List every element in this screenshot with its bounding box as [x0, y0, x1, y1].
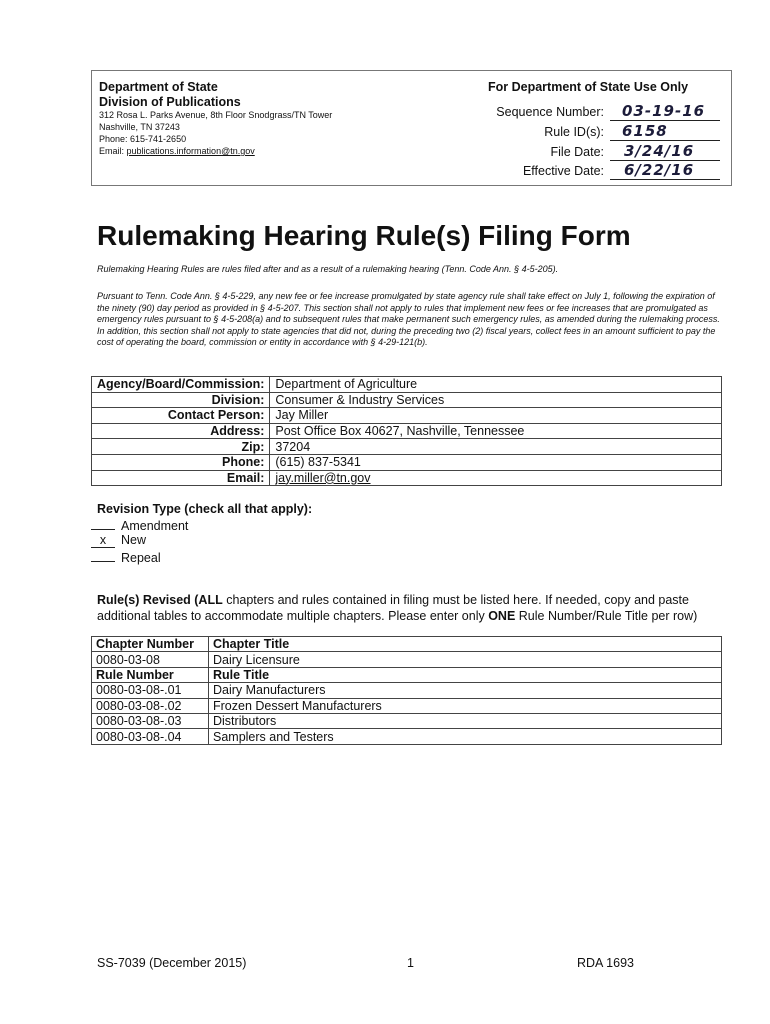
table-row [92, 454, 722, 470]
revision-option-label: New [121, 533, 147, 547]
rule-title-cell: Frozen Dessert Manufacturers [209, 698, 722, 713]
chapter-number-header: Chapter Number [92, 637, 209, 652]
zip-value: 37204 [270, 439, 722, 455]
revision-checkbox[interactable] [91, 516, 115, 530]
sequence-number-value: 03-19-16 [622, 102, 706, 120]
agency-info-table [91, 376, 722, 486]
dept-name: Department of State [99, 80, 218, 94]
table-row [92, 392, 722, 408]
form-title: Rulemaking Hearing Rule(s) Filing Form [97, 220, 631, 251]
table-header-row [92, 637, 722, 652]
revision-option-label: Amendment [121, 519, 189, 533]
table-row [92, 698, 722, 713]
phone-value: (615) 837-5341 [270, 454, 722, 470]
intro-paragraph-1: Rulemaking Hearing Rules are rules filed after and as a result of a rulemaking hearing (Tenn. Code Ann. § 4-5-205). [97, 264, 559, 274]
office-address: 312 Rosa L. Parks Avenue, 8th Floor Snodgrass/TN Tower [99, 110, 333, 120]
rules-intro-text: chapters and rules contained in filing must be listed here. If needed, copy and paste [222, 593, 689, 607]
rule-id-line [610, 122, 720, 141]
sequence-number-label: Sequence Number: [496, 105, 604, 119]
table-row [92, 423, 722, 439]
rule-title-header: Rule Title [209, 667, 722, 682]
division-value: Consumer & Industry Services [270, 392, 722, 408]
agency-value: Department of Agriculture [270, 377, 722, 393]
table-row [92, 713, 722, 728]
rules-revised-heading: Rule(s) Revised (ALL [97, 593, 223, 607]
form-number: SS-7039 (December 2015) [97, 956, 247, 970]
revision-checkbox[interactable]: x [91, 534, 115, 548]
table-row [92, 439, 722, 455]
revision-checkbox[interactable] [91, 548, 115, 562]
chapter-title-header: Chapter Title [209, 637, 722, 652]
table-row [92, 408, 722, 424]
page-number: 1 [407, 956, 414, 970]
zip-label: Zip: [92, 439, 270, 455]
rule-number-cell: 0080-03-08-.03 [92, 713, 209, 728]
office-email-line [99, 146, 255, 157]
effective-date-label: Effective Date: [522, 164, 604, 178]
table-row [92, 377, 722, 393]
division-label: Division: [92, 392, 270, 408]
revision-type-heading: Revision Type (check all that apply): [97, 502, 313, 516]
effective-date-line [610, 161, 720, 180]
sequence-number-line [610, 102, 720, 121]
chapter-title-cell: Dairy Licensure [209, 652, 722, 667]
rule-number-cell: 0080-03-08-.04 [92, 729, 209, 744]
rule-number-cell: 0080-03-08-.01 [92, 683, 209, 698]
contact-email-link[interactable]: jay.miller@tn.gov [275, 470, 371, 485]
division-name: Division of Publications [99, 95, 241, 109]
intro-paragraph-2: Pursuant to Tenn. Code Ann. § 4-5-229, any new fee or fee increase promulgated by state agency rule shall take effect on July 1, following the expiration of the ninety (90) day period as provided in § 4-5-207. This section shall not apply to rules that implement new fees or fee increases that are promulgated as emergency rules pursuant to § 4-5-208(a) and to subsequent rules that make permanent such emergency rules, as amended during the rulemaking process. In addition, this section shall not apply to state agencies that did not, during the preceding two (2) fiscal years, collect fees in an amount sufficient to pay the cost of operating the board, commission or entity in accordance with § 4-29-121(b). [97, 291, 720, 347]
revision-option-new[interactable] [91, 532, 146, 548]
state-use-only-heading: For Department of State Use Only [488, 80, 689, 94]
chapter-number-cell: 0080-03-08 [92, 652, 209, 667]
table-header-row [92, 667, 722, 682]
office-phone: Phone: 615-741-2650 [99, 134, 187, 144]
email-label: Email: [92, 470, 270, 486]
effective-date-value: 6/22/16 [624, 161, 695, 179]
agency-label: Agency/Board/Commission: [92, 377, 270, 393]
office-email-label: Email: [99, 146, 127, 156]
file-date-label: File Date: [550, 145, 604, 159]
rule-id-value: 6158 [622, 122, 668, 140]
rules-intro-emphasis: ONE [488, 609, 516, 623]
office-city: Nashville, TN 37243 [99, 122, 180, 132]
revision-option-repeal[interactable] [91, 548, 161, 566]
rules-revised-intro [97, 592, 737, 624]
rules-intro-text: additional tables to accommodate multiple chapters. Please enter only [97, 609, 489, 623]
revision-option-label: Repeal [121, 551, 161, 565]
rda-number: RDA 1693 [577, 956, 634, 970]
rule-number-cell: 0080-03-08-.02 [92, 698, 209, 713]
header-box [91, 70, 732, 186]
rule-title-cell: Distributors [209, 713, 722, 728]
table-row [92, 729, 722, 744]
address-value: Post Office Box 40627, Nashville, Tennessee [270, 423, 722, 439]
contact-person-value: Jay Miller [270, 408, 722, 424]
rule-title-cell: Dairy Manufacturers [209, 683, 722, 698]
office-email-link[interactable]: publications.information@tn.gov [126, 146, 255, 156]
rule-id-label: Rule ID(s): [544, 125, 604, 139]
rule-number-header: Rule Number [92, 667, 209, 682]
rules-intro-text: Rule Number/Rule Title per row) [515, 609, 698, 623]
file-date-line [610, 142, 720, 161]
email-cell [270, 470, 722, 486]
table-row [92, 470, 722, 486]
phone-label: Phone: [92, 454, 270, 470]
table-row [92, 652, 722, 667]
address-label: Address: [92, 423, 270, 439]
file-date-value: 3/24/16 [624, 142, 695, 160]
contact-person-label: Contact Person: [92, 408, 270, 424]
rule-title-cell: Samplers and Testers [209, 729, 722, 744]
rules-table [91, 636, 722, 745]
table-row [92, 683, 722, 698]
